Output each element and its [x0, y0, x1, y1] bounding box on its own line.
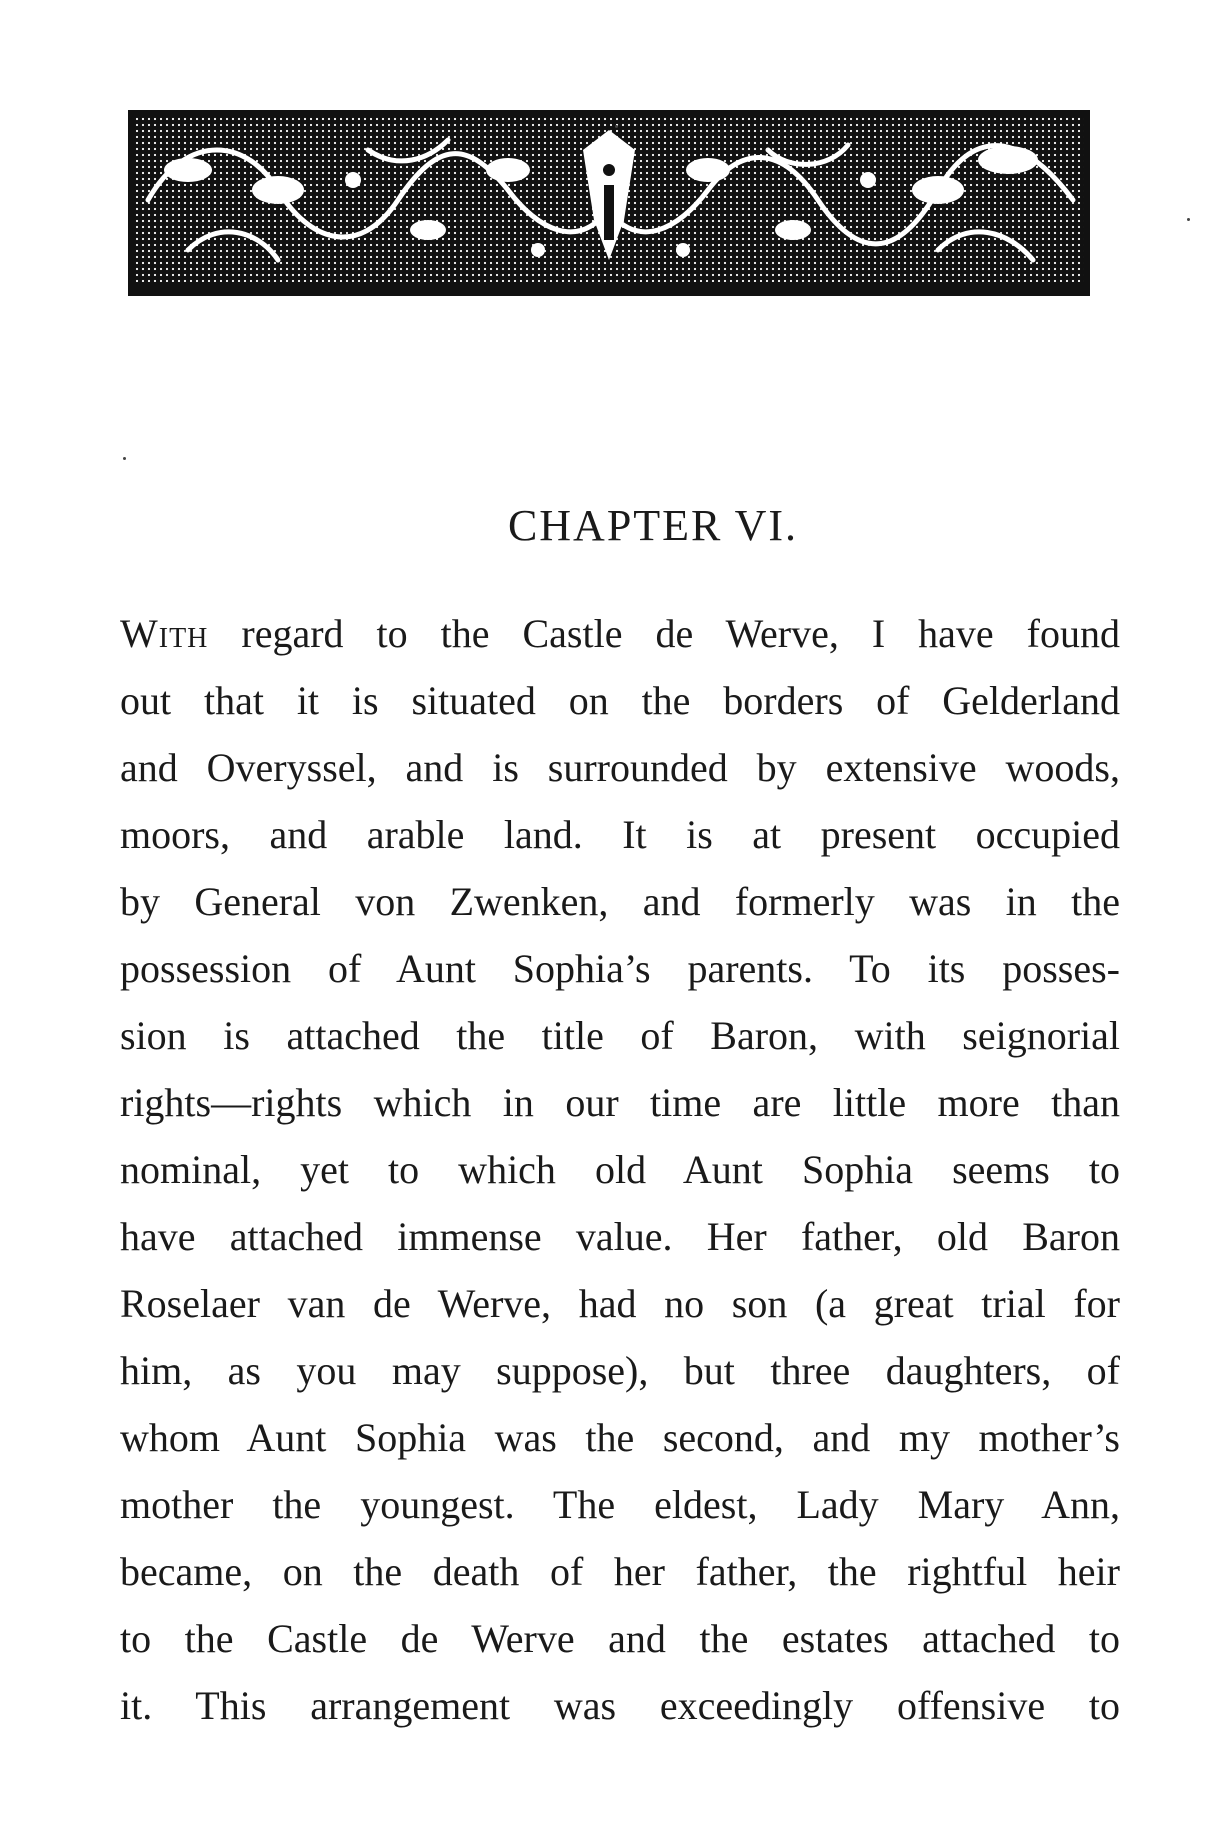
- text-line: whom Aunt Sophia was the second, and my mother’s: [120, 1415, 1120, 1460]
- text-line: [120, 600, 1120, 667]
- text-line: by General von Zwenken, and formerly was in the: [120, 879, 1120, 924]
- text-line: have attached immense value. Her father, old Baron: [120, 1214, 1120, 1259]
- text-line: and Overyssel, and is surrounded by extensive woods,: [120, 745, 1120, 790]
- chapter-body: [120, 600, 1120, 1739]
- paper-speck: [123, 457, 126, 460]
- ornament-band-image: [128, 110, 1090, 296]
- text-line: rights—rights which in our time are little more than: [120, 1080, 1120, 1125]
- text-line: to the Castle de Werve and the estates attached to: [120, 1616, 1120, 1661]
- opening-word: With: [120, 611, 209, 656]
- text-line-remainder: regard to the Castle de Werve, I have found: [208, 611, 1120, 656]
- text-line: possession of Aunt Sophia’s parents. To its posses-: [120, 946, 1120, 991]
- text-line: mother the youngest. The eldest, Lady Mary Ann,: [120, 1482, 1120, 1527]
- text-line: sion is attached the title of Baron, with seignorial: [120, 1013, 1120, 1058]
- paper-speck: [1187, 218, 1190, 221]
- text-line: it. This arrangement was exceedingly offensive to: [120, 1683, 1120, 1728]
- text-line: Roselaer van de Werve, had no son (a great trial for: [120, 1281, 1120, 1326]
- paper-speck: [615, 125, 618, 128]
- text-line: nominal, yet to which old Aunt Sophia seems to: [120, 1147, 1120, 1192]
- text-line: out that it is situated on the borders of Gelderland: [120, 678, 1120, 723]
- text-line: became, on the death of her father, the rightful heir: [120, 1549, 1120, 1594]
- text-line: moors, and arable land. It is at present occupied: [120, 812, 1120, 857]
- text-line: him, as you may suppose), but three daughters, of: [120, 1348, 1120, 1393]
- decorative-headpiece: [128, 110, 1090, 296]
- chapter-heading: CHAPTER VI.: [507, 501, 799, 550]
